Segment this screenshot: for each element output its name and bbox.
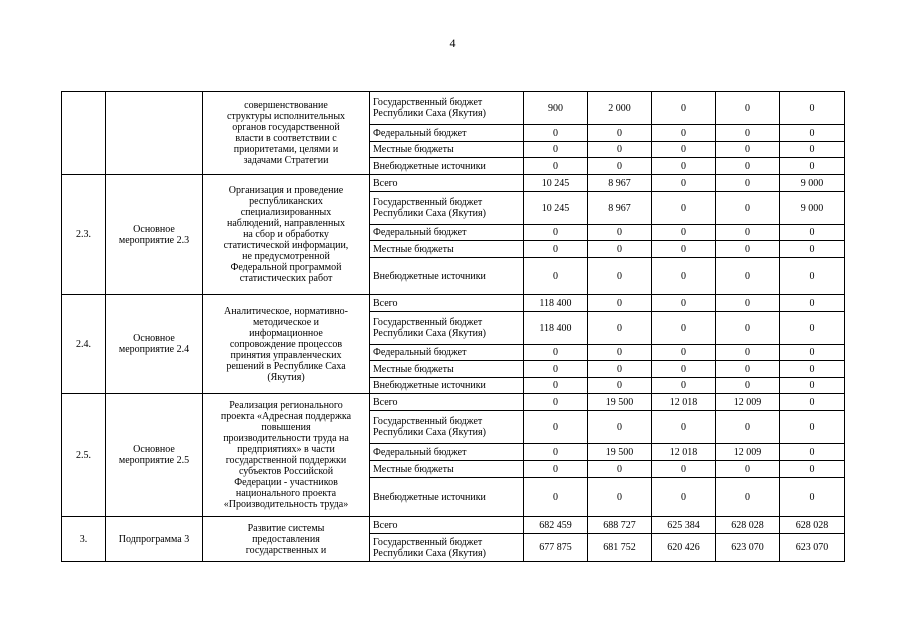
amount-cell: 9 000 bbox=[780, 192, 845, 225]
item-name bbox=[106, 92, 203, 175]
amount-cell: 0 bbox=[652, 241, 716, 258]
description-line: приоритетами, целями и bbox=[233, 144, 339, 155]
amount-cell: 0 bbox=[652, 411, 716, 444]
description-line: Федеральной программой bbox=[230, 262, 342, 273]
item-name: Основное мероприятие 2.3 bbox=[106, 175, 203, 295]
item-description bbox=[203, 394, 370, 517]
description-line: Аналитическое, нормативно- bbox=[224, 305, 348, 317]
description-line: национального проекта bbox=[235, 488, 337, 499]
funding-source: Местные бюджеты bbox=[370, 461, 524, 478]
amount-cell: 0 bbox=[588, 312, 652, 345]
amount-cell: 0 bbox=[780, 378, 845, 394]
description-line: решений в Республике Саха bbox=[226, 360, 346, 372]
description-line: власти в соответствии с bbox=[235, 133, 337, 144]
amount-cell: 19 500 bbox=[588, 444, 652, 461]
amount-cell: 0 bbox=[588, 225, 652, 241]
amount-cell: 688 727 bbox=[588, 517, 652, 534]
description-line: статистических работ bbox=[239, 273, 333, 284]
amount-cell: 0 bbox=[588, 378, 652, 394]
amount-cell: 0 bbox=[716, 125, 780, 142]
description-line: предприятиях» в части bbox=[237, 444, 335, 455]
amount-cell: 0 bbox=[716, 92, 780, 125]
amount-cell: 12 018 bbox=[652, 444, 716, 461]
amount-cell: 0 bbox=[524, 225, 588, 241]
description-line: органов государственной bbox=[232, 122, 340, 133]
amount-cell: 0 bbox=[780, 241, 845, 258]
funding-source: Внебюджетные источники bbox=[370, 378, 524, 394]
description-line: (Якутия) bbox=[267, 371, 305, 383]
amount-cell: 0 bbox=[524, 478, 588, 517]
amount-cell: 0 bbox=[588, 345, 652, 361]
amount-cell: 0 bbox=[588, 241, 652, 258]
amount-cell: 0 bbox=[780, 444, 845, 461]
description-line: Федерации - участников bbox=[234, 477, 338, 488]
amount-cell: 0 bbox=[652, 295, 716, 312]
description-line: повышения bbox=[261, 422, 311, 433]
item-name: Основное мероприятие 2.4 bbox=[106, 295, 203, 394]
item-number bbox=[62, 92, 106, 175]
amount-cell: 0 bbox=[780, 312, 845, 345]
description-line: не предусмотренной bbox=[242, 251, 330, 262]
page-number: 4 bbox=[449, 36, 456, 50]
item-number: 2.5. bbox=[62, 394, 106, 517]
amount-cell: 10 245 bbox=[524, 192, 588, 225]
funding-source: Местные бюджеты bbox=[370, 241, 524, 258]
amount-cell: 0 bbox=[716, 225, 780, 241]
description-line: структуры исполнительных bbox=[226, 111, 346, 122]
amount-cell: 12 009 bbox=[716, 444, 780, 461]
amount-cell: 0 bbox=[716, 192, 780, 225]
amount-cell: 625 384 bbox=[652, 517, 716, 534]
item-description bbox=[203, 295, 370, 394]
amount-cell: 0 bbox=[716, 461, 780, 478]
amount-cell: 0 bbox=[780, 225, 845, 241]
amount-cell: 0 bbox=[716, 142, 780, 158]
amount-cell: 0 bbox=[652, 361, 716, 378]
amount-cell: 8 967 bbox=[588, 192, 652, 225]
amount-cell: 682 459 bbox=[524, 517, 588, 534]
amount-cell: 0 bbox=[524, 411, 588, 444]
description-line: статистической информации, bbox=[223, 240, 349, 251]
funding-source: Федеральный бюджет bbox=[370, 225, 524, 241]
description-line: совершенствование bbox=[244, 100, 328, 111]
item-description bbox=[203, 92, 370, 175]
description-line: специализированных bbox=[240, 207, 332, 218]
amount-cell: 0 bbox=[524, 378, 588, 394]
description-line: методическое и bbox=[252, 316, 320, 328]
amount-cell: 0 bbox=[716, 361, 780, 378]
amount-cell: 0 bbox=[780, 142, 845, 158]
amount-cell: 0 bbox=[716, 411, 780, 444]
amount-cell: 0 bbox=[524, 394, 588, 411]
amount-cell: 0 bbox=[652, 345, 716, 361]
description-line: производительности труда на bbox=[223, 433, 349, 444]
amount-cell: 0 bbox=[588, 361, 652, 378]
amount-cell: 0 bbox=[716, 258, 780, 295]
description-line: сопровождение процессов bbox=[229, 338, 343, 350]
amount-cell: 0 bbox=[524, 125, 588, 142]
amount-cell: 0 bbox=[524, 444, 588, 461]
amount-cell: 677 875 bbox=[524, 534, 588, 562]
amount-cell: 118 400 bbox=[524, 295, 588, 312]
description-line: государственной поддержки bbox=[225, 455, 347, 466]
amount-cell: 623 070 bbox=[780, 534, 845, 562]
amount-cell: 681 752 bbox=[588, 534, 652, 562]
amount-cell: 0 bbox=[780, 478, 845, 517]
amount-cell: 0 bbox=[652, 158, 716, 175]
amount-cell: 8 967 bbox=[588, 175, 652, 192]
amount-cell: 0 bbox=[588, 478, 652, 517]
item-name: Подпрограмма 3 bbox=[106, 517, 203, 562]
description-line: принятия управленческих bbox=[230, 349, 342, 361]
table-row bbox=[62, 92, 845, 125]
funding-source: Внебюджетные источники bbox=[370, 478, 524, 517]
amount-cell: 0 bbox=[716, 241, 780, 258]
amount-cell: 0 bbox=[716, 158, 780, 175]
amount-cell: 0 bbox=[524, 345, 588, 361]
amount-cell: 0 bbox=[716, 295, 780, 312]
amount-cell: 0 bbox=[588, 142, 652, 158]
amount-cell: 0 bbox=[780, 361, 845, 378]
amount-cell: 118 400 bbox=[524, 312, 588, 345]
description-line: Развитие системы bbox=[247, 522, 325, 534]
table-row bbox=[62, 394, 845, 411]
amount-cell: 0 bbox=[652, 478, 716, 517]
funding-source: Местные бюджеты bbox=[370, 361, 524, 378]
amount-cell: 0 bbox=[588, 158, 652, 175]
funding-source: Внебюджетные источники bbox=[370, 158, 524, 175]
amount-cell: 620 426 bbox=[652, 534, 716, 562]
table-row bbox=[62, 517, 845, 534]
funding-source: Федеральный бюджет bbox=[370, 125, 524, 142]
description-line: проекта «Адресная поддержка bbox=[220, 411, 352, 422]
amount-cell: 0 bbox=[652, 92, 716, 125]
amount-cell: 0 bbox=[780, 125, 845, 142]
amount-cell: 19 500 bbox=[588, 394, 652, 411]
amount-cell: 0 bbox=[652, 258, 716, 295]
amount-cell: 0 bbox=[780, 394, 845, 411]
funding-source: Всего bbox=[370, 295, 524, 312]
item-number: 3. bbox=[62, 517, 106, 562]
amount-cell: 0 bbox=[652, 125, 716, 142]
funding-source: Всего bbox=[370, 517, 524, 534]
funding-source: Государственный бюджет Республики Саха (Якутия) bbox=[370, 92, 524, 125]
amount-cell: 0 bbox=[780, 258, 845, 295]
amount-cell: 0 bbox=[780, 295, 845, 312]
amount-cell: 0 bbox=[652, 192, 716, 225]
funding-source: Государственный бюджет Республики Саха (Якутия) bbox=[370, 534, 524, 562]
item-description bbox=[203, 175, 370, 295]
description-line: информационное bbox=[249, 327, 323, 339]
amount-cell: 0 bbox=[588, 461, 652, 478]
description-line: субъектов Российской bbox=[238, 466, 334, 477]
amount-cell: 0 bbox=[780, 158, 845, 175]
description-line: на сбор и обработку bbox=[243, 229, 329, 240]
amount-cell: 10 245 bbox=[524, 175, 588, 192]
description-line: республиканских bbox=[249, 196, 323, 207]
item-number: 2.3. bbox=[62, 175, 106, 295]
description-line: наблюдений, направленных bbox=[226, 218, 346, 229]
amount-cell: 0 bbox=[524, 241, 588, 258]
amount-cell: 0 bbox=[588, 411, 652, 444]
funding-source: Местные бюджеты bbox=[370, 142, 524, 158]
amount-cell: 0 bbox=[524, 461, 588, 478]
funding-source: Государственный бюджет Республики Саха (Якутия) bbox=[370, 192, 524, 225]
funding-source: Государственный бюджет Республики Саха (Якутия) bbox=[370, 411, 524, 444]
amount-cell: 0 bbox=[780, 461, 845, 478]
funding-source: Всего bbox=[370, 175, 524, 192]
description-line: предоставления bbox=[252, 533, 320, 545]
budget-table bbox=[61, 91, 845, 562]
amount-cell: 628 028 bbox=[780, 517, 845, 534]
amount-cell: 0 bbox=[780, 92, 845, 125]
amount-cell: 0 bbox=[588, 295, 652, 312]
table-row bbox=[62, 295, 845, 312]
funding-source: Федеральный бюджет bbox=[370, 345, 524, 361]
amount-cell: 628 028 bbox=[716, 517, 780, 534]
amount-cell: 0 bbox=[716, 175, 780, 192]
amount-cell: 0 bbox=[716, 312, 780, 345]
amount-cell: 0 bbox=[716, 478, 780, 517]
amount-cell: 0 bbox=[716, 345, 780, 361]
amount-cell: 2 000 bbox=[588, 92, 652, 125]
amount-cell: 623 070 bbox=[716, 534, 780, 562]
amount-cell: 0 bbox=[652, 312, 716, 345]
amount-cell: 0 bbox=[652, 378, 716, 394]
funding-source: Всего bbox=[370, 394, 524, 411]
description-line: Реализация регионального bbox=[229, 400, 343, 411]
amount-cell: 0 bbox=[524, 258, 588, 295]
amount-cell: 900 bbox=[524, 92, 588, 125]
item-description bbox=[203, 517, 370, 562]
item-name: Основное мероприятие 2.5 bbox=[106, 394, 203, 517]
amount-cell: 0 bbox=[652, 142, 716, 158]
item-number: 2.4. bbox=[62, 295, 106, 394]
amount-cell: 0 bbox=[524, 361, 588, 378]
amount-cell: 0 bbox=[652, 175, 716, 192]
amount-cell: 0 bbox=[588, 125, 652, 142]
description-line: Организация и проведение bbox=[228, 185, 344, 196]
amount-cell: 0 bbox=[652, 225, 716, 241]
amount-cell: 0 bbox=[652, 461, 716, 478]
description-line: государственных и bbox=[245, 544, 327, 556]
table-row bbox=[62, 175, 845, 192]
description-line: задачами Стратегии bbox=[243, 155, 329, 166]
amount-cell: 0 bbox=[524, 142, 588, 158]
amount-cell: 0 bbox=[524, 158, 588, 175]
funding-source: Федеральный бюджет bbox=[370, 444, 524, 461]
amount-cell: 12 018 bbox=[652, 394, 716, 411]
amount-cell: 0 bbox=[588, 258, 652, 295]
funding-source: Государственный бюджет Республики Саха (Якутия) bbox=[370, 312, 524, 345]
description-line: «Производительность труда» bbox=[223, 499, 349, 510]
amount-cell: 0 bbox=[780, 411, 845, 444]
amount-cell: 9 000 bbox=[780, 175, 845, 192]
amount-cell: 0 bbox=[716, 378, 780, 394]
amount-cell: 0 bbox=[780, 345, 845, 361]
funding-source: Внебюджетные источники bbox=[370, 258, 524, 295]
amount-cell: 12 009 bbox=[716, 394, 780, 411]
